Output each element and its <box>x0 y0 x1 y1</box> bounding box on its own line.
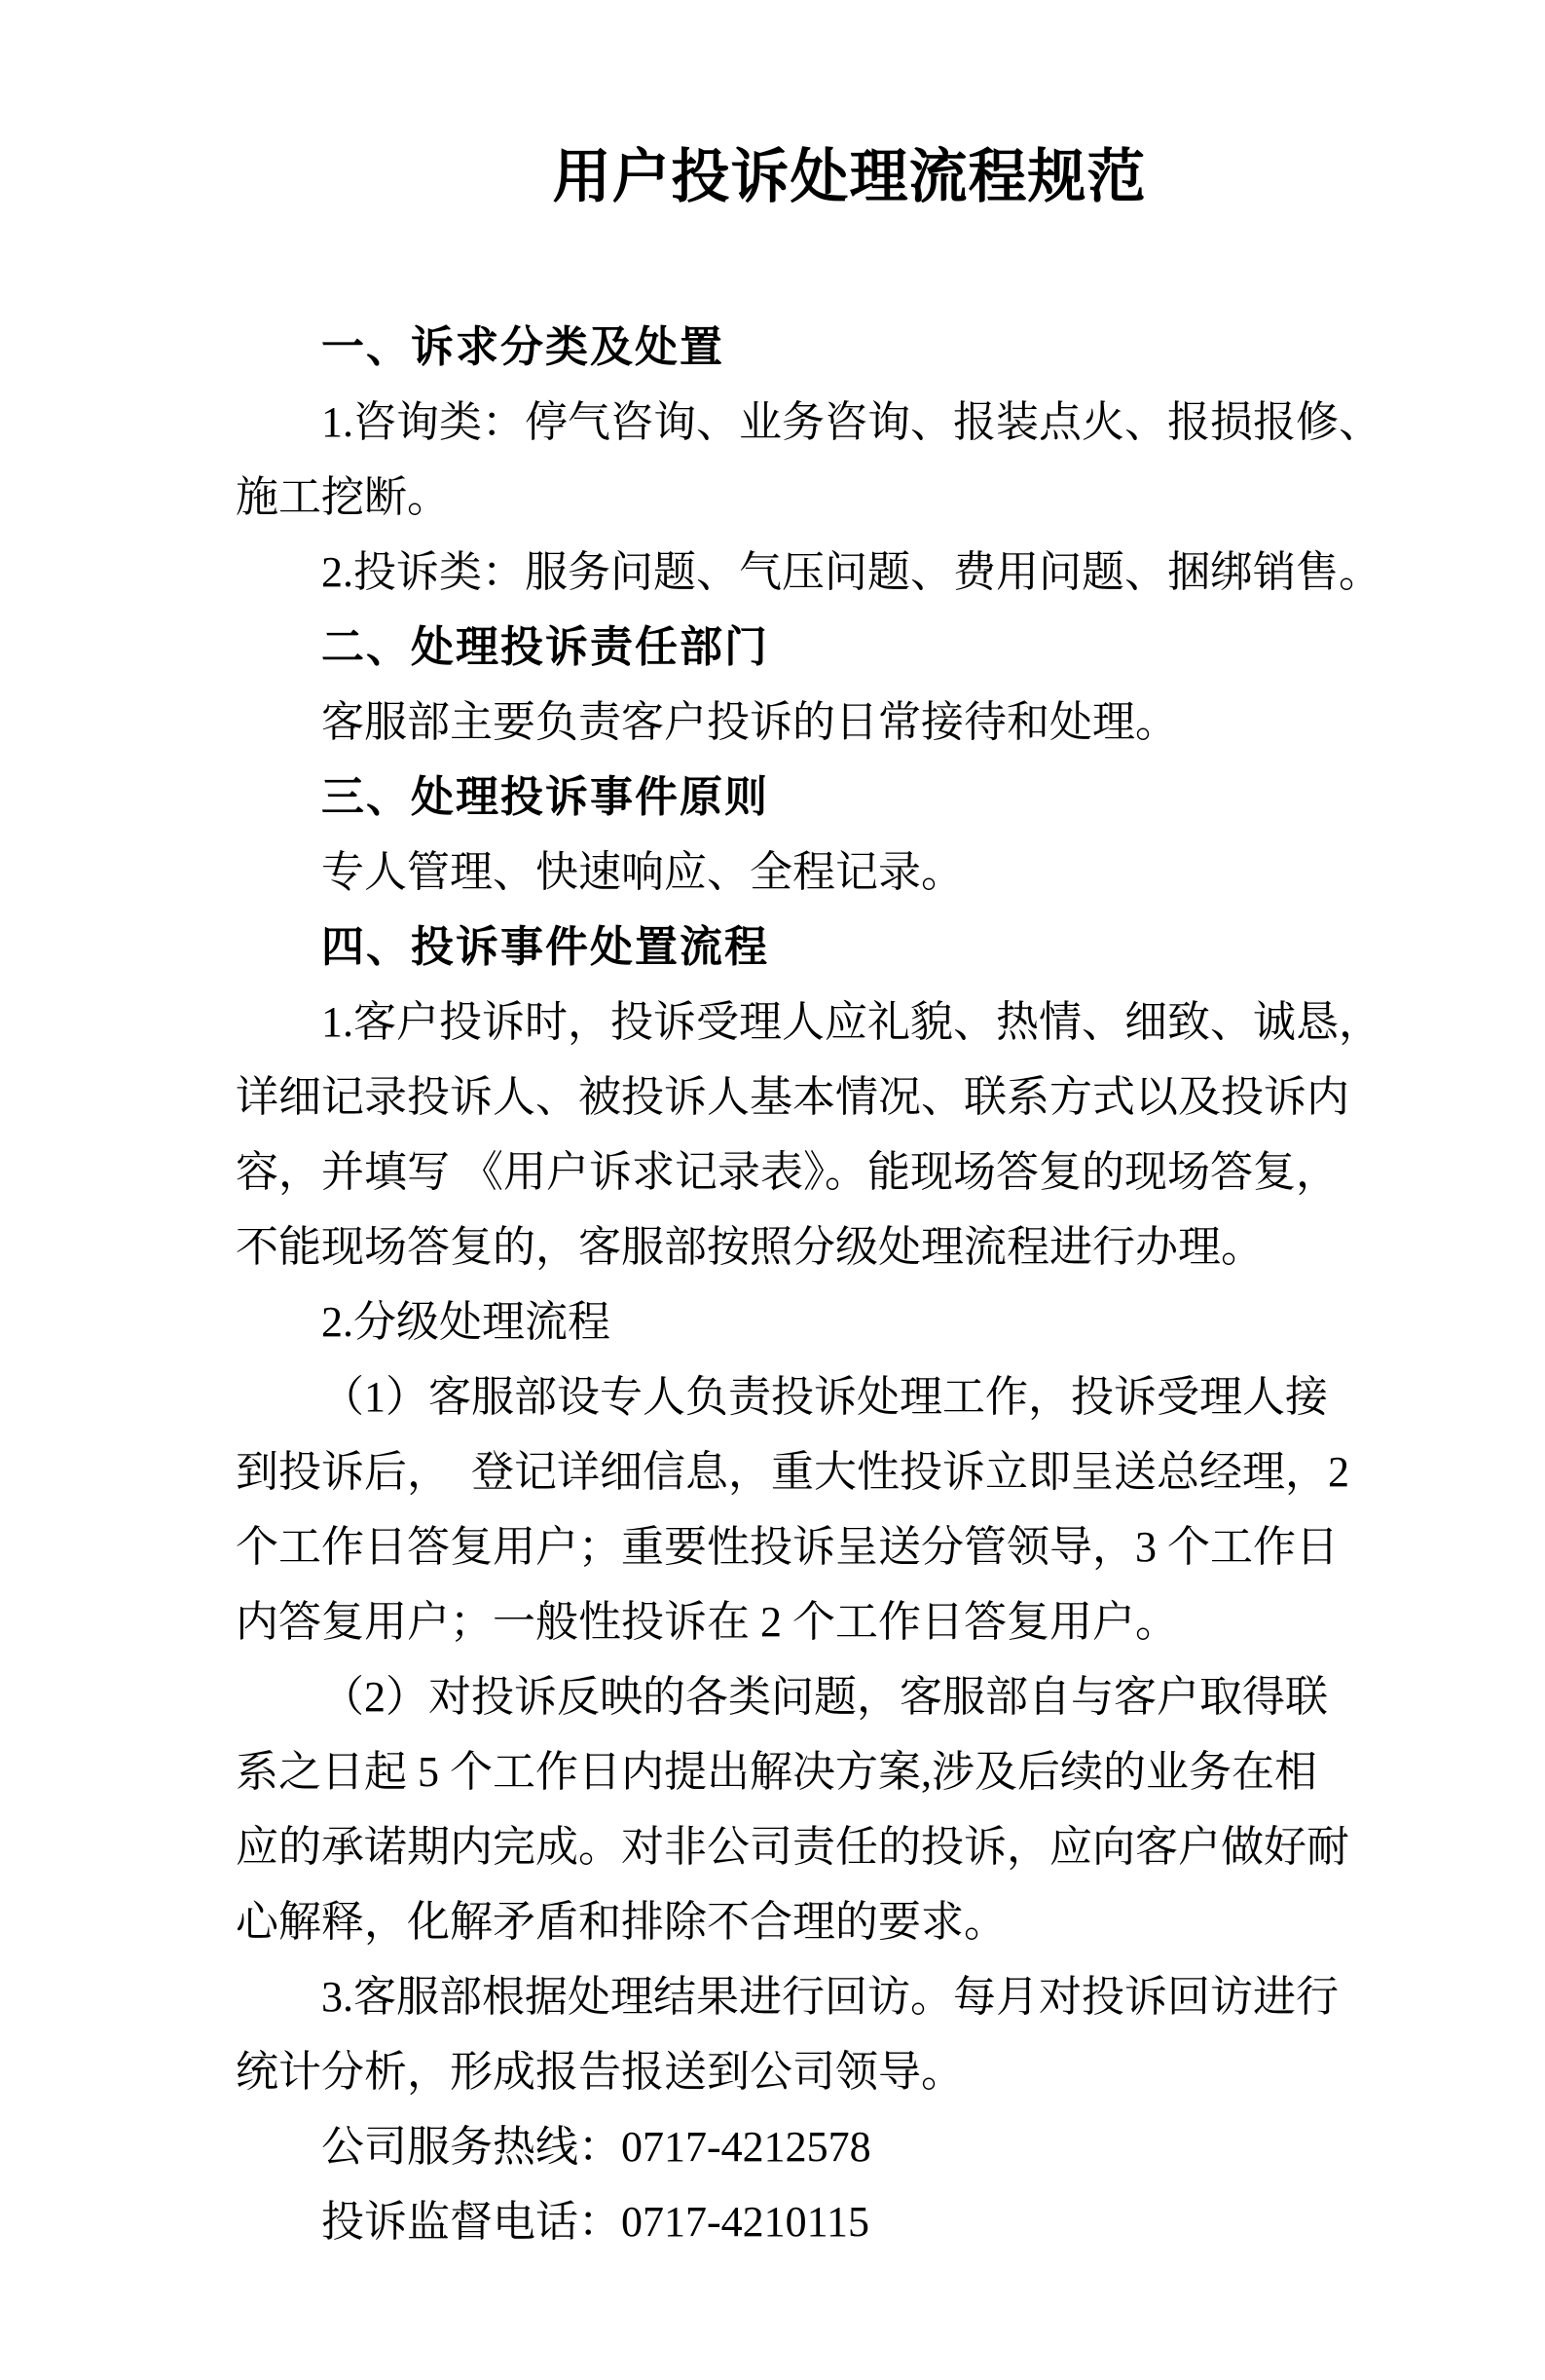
text-line: （1）客服部设专人负责投诉处理工作，投诉受理人接 <box>321 1373 1328 1421</box>
paragraph <box>236 985 1381 1284</box>
paragraph <box>236 1284 1309 1359</box>
paragraph <box>236 685 1309 760</box>
text-line: 应的承诺期内完成。对非公司责任的投诉，应向客户做好耐 <box>236 1823 1349 1871</box>
text-line: （2）对投诉反映的各类问题，客服部自与客户取得联 <box>321 1673 1328 1721</box>
text-line: 公司服务热线：0717-4212578 <box>321 2123 871 2171</box>
text-line: 客服部主要负责客户投诉的日常接待和处理。 <box>321 698 1178 746</box>
text-line: 容，并填写 《用户诉求记录表》。能现场答复的现场答复， <box>236 1148 1339 1196</box>
document-title: 用户投诉处理流程规范 <box>552 145 1147 209</box>
paragraph <box>236 2109 1309 2184</box>
text-line: 内答复用户；一般性投诉在 2 个工作日答复用户。 <box>236 1598 1178 1646</box>
text-line: 3.客服部根据处理结果进行回访。每月对投诉回访进行 <box>321 1973 1339 2021</box>
text-line: 1.咨询类：停气咨询、业务咨询、报装点火、报损报修、 <box>321 398 1381 446</box>
paragraph <box>236 1659 1349 1959</box>
paragraph <box>236 1359 1349 1659</box>
heading-line: 一、诉求分类及处置 <box>321 323 724 371</box>
heading-line: 二、处理投诉责任部门 <box>321 623 769 671</box>
text-line: 2.分级处理流程 <box>321 1298 610 1346</box>
section-heading <box>236 910 1309 985</box>
text-line: 到投诉后， 登记详细信息，重大性投诉立即呈送总经理，2 <box>236 1448 1349 1496</box>
section-heading <box>236 310 1309 385</box>
text-line: 详细记录投诉人、被投诉人基本情况、联系方式以及投诉内 <box>236 1073 1349 1121</box>
text-line: 施工挖断。 <box>236 473 450 521</box>
text-line: 专人管理、快速响应、全程记录。 <box>321 848 964 896</box>
text-line: 系之日起 5 个工作日内提出解决方案,涉及后续的业务在相 <box>236 1748 1317 1796</box>
heading-line: 四、投诉事件处置流程 <box>321 923 769 971</box>
paragraph <box>236 1959 1339 2109</box>
section-heading <box>236 610 1309 685</box>
section-heading <box>236 760 1309 835</box>
text-line: 1.客户投诉时，投诉受理人应礼貌、热情、细致、诚恳， <box>321 998 1381 1046</box>
paragraph <box>236 835 1309 910</box>
paragraph <box>236 535 1381 610</box>
paragraph <box>236 2184 1309 2259</box>
paragraph <box>236 385 1381 535</box>
text-line: 统计分析，形成报告报送到公司领导。 <box>236 2048 964 2096</box>
heading-line: 三、处理投诉事件原则 <box>321 773 769 821</box>
text-line: 不能现场答复的，客服部按照分级处理流程进行办理。 <box>236 1223 1264 1271</box>
text-line: 个工作日答复用户；重要性投诉呈送分管领导，3 个工作日 <box>236 1523 1339 1571</box>
document-body <box>236 310 1381 2259</box>
text-line: 投诉监督电话：0717-4210115 <box>321 2198 870 2246</box>
text-line: 心解释，化解矛盾和排除不合理的要求。 <box>236 1898 1007 1946</box>
text-line: 2.投诉类：服务问题、气压问题、费用问题、捆绑销售。 <box>321 548 1381 596</box>
